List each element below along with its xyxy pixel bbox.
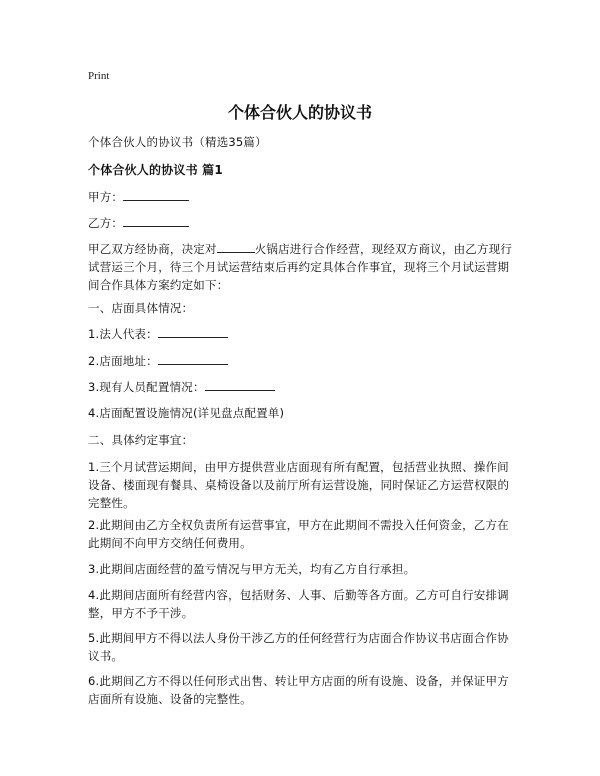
item3-label: 3.现有人员配置情况： (88, 380, 205, 394)
item-staff (88, 378, 520, 396)
item-legal-rep (88, 325, 520, 343)
document-subtitle: 个体合伙人的协议书（精选35篇） (88, 135, 267, 149)
section-two-heading: 二、具体约定事宜： (88, 433, 194, 447)
section-heading: 个体合伙人的协议书 篇1 (88, 163, 223, 177)
party-a-line (88, 188, 520, 206)
print-link[interactable]: Print (88, 70, 110, 82)
address-blank (158, 352, 228, 365)
clause-3: 3.此期间店面经营的盈亏情况与甲方无关，均有乙方自行承担。 (88, 562, 416, 576)
intro-part1: 甲乙双方经协商，决定对 (88, 242, 217, 256)
item-facilities: 4.店面配置设施情况(详见盘点配置单) (88, 406, 285, 420)
legal-rep-blank (158, 325, 228, 338)
clause-4: 4.此期间店面所有经营内容，包括财务、人事、后勤等各方面。乙方可自行安排调整，甲方不予干涉。 (88, 588, 509, 620)
section-one-heading: 一、店面具体情况： (88, 301, 194, 315)
document-title: 个体合伙人的协议书 (227, 103, 372, 122)
clause-1: 1.三个月试营运期间，由甲方提供营业店面现有所有配置，包括营业执照、操作间设备、楼面现有餐具、桌椅设备以及前厅所有运营设施，同时保证乙方运营权限的完整性。 (88, 460, 510, 510)
party-a-label: 甲方： (88, 190, 124, 204)
clause-5: 5.此期间甲方不得以法人身份干涉乙方的任何经营行为店面合作协议书店面合作协议书。 (88, 631, 509, 663)
party-b-blank (123, 214, 189, 227)
party-b-label: 乙方： (88, 216, 124, 230)
staff-blank (205, 378, 275, 391)
intro-part2: 火锅店进行合作经营，现经双方商议，由乙方现行试营运三个月，待三个月试运营结束后再约定具体合作事宜，现将三个月试运营期间合作具体方案约定如下： (88, 242, 513, 292)
item1-label: 1.法人代表： (88, 327, 158, 341)
item2-label: 2.店面地址： (88, 354, 158, 368)
clause-2: 2.此期间由乙方全权负责所有运营事宜，甲方在此期间不需投入任何资金，乙方在此期间不向甲方交纳任何费用。 (88, 518, 509, 550)
party-b-line (88, 214, 520, 232)
item-address (88, 352, 520, 370)
restaurant-name-blank (217, 240, 255, 253)
intro-paragraph (88, 240, 520, 294)
party-a-blank (123, 188, 189, 201)
clause-6: 6.此期间乙方不得以任何形式出售、转让甲方店面的所有设施、设备，并保证甲方店面所有设施、设备的完整性。 (88, 674, 509, 706)
